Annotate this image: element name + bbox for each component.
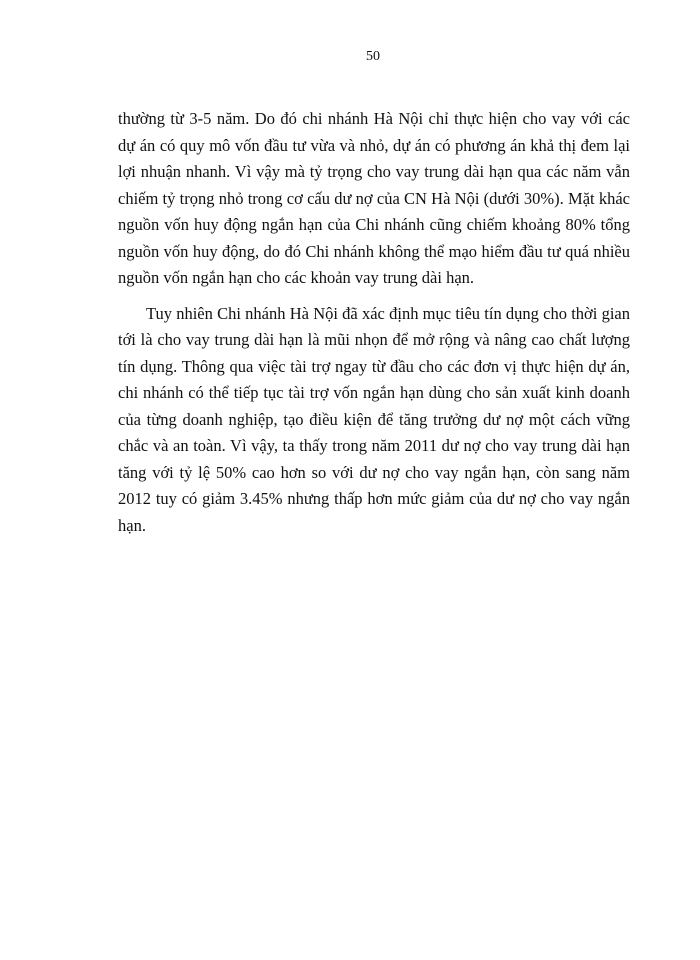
paragraph-main: Tuy nhiên Chi nhánh Hà Nội đã xác định mục tiêu tín dụng cho thời gian tới là cho vay trung dài hạn là mũi nhọn để mở rộng và nâng cao chất lượng tín dụng. Thông qua việc tài trợ ngay từ đầu cho các đơn vị thực hiện dự án, chi nhánh có thể tiếp tục tài trợ vốn ngắn hạn dùng cho sản xuất kinh doanh của từng doanh nghiệp, tạo điều kiện để tăng trưởng dư nợ một cách vững chắc và an toàn. Vì vậy, ta thấy trong năm 2011 dư nợ cho vay trung dài hạn tăng với tỷ lệ 50% cao hơn so với dư nợ cho vay ngắn hạn, còn sang năm 2012 tuy có giảm 3.45% nhưng thấp hơn mức giảm của dư nợ cho vay ngắn hạn.: [118, 303, 630, 535]
document-body: [118, 106, 630, 539]
page-number: 50: [366, 49, 380, 64]
paragraph-continuation: thường từ 3-5 năm. Do đó chi nhánh Hà Nội chỉ thực hiện cho vay với các dự án có quy mô vốn đầu tư vừa và nhỏ, dự án có phương án khả thị đem lại lợi nhuận nhanh. Vì vậy mà tỷ trọng cho vay trung dài hạn qua các năm vẫn chiếm tỷ trọng nhỏ trong cơ cấu dư nợ của CN Hà Nội (dưới 30%). Mặt khác nguồn vốn huy động ngắn hạn của Chi nhánh cũng chiếm khoảng 80% tổng nguồn vốn huy động, do đó Chi nhánh không thể mạo hiểm đầu tư quá nhiều nguồn vốn ngắn hạn cho các khoản vay trung dài hạn.: [118, 109, 630, 287]
